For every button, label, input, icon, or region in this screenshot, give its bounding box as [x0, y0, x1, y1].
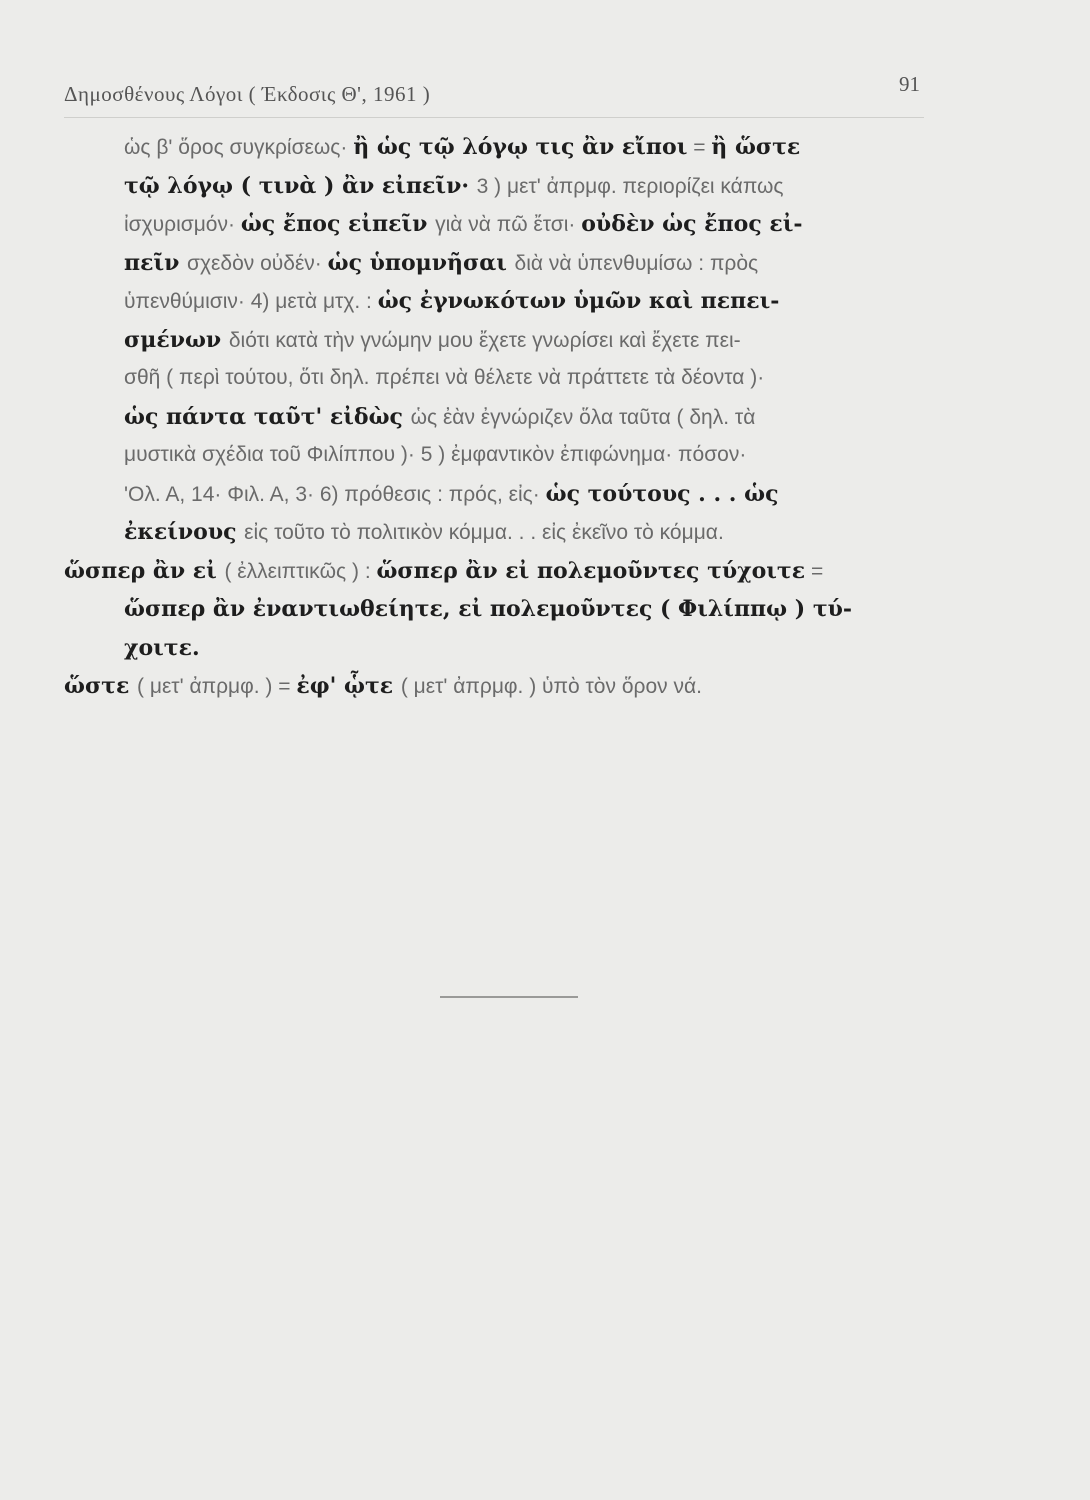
- text-line: [64, 128, 934, 167]
- gloss-text: ὑπενθύμισιν· 4) μετὰ μτχ. :: [124, 290, 378, 313]
- text-line: [64, 552, 934, 591]
- text-line: [64, 436, 934, 475]
- text-line: [64, 205, 934, 244]
- greek-term: ὥστε: [64, 673, 138, 699]
- greek-term: ὡς πάντα ταῦτ' εἰδὼς: [124, 403, 411, 430]
- text-line: [64, 667, 934, 706]
- gloss-text: εἰς τοῦτο τὸ πολιτικὸν κόμμα. . . εἰς ἐκεῖνο τὸ κόμμα.: [244, 521, 724, 544]
- greek-term: ὡς τούτους . . . ὡς: [545, 480, 779, 507]
- page-number: 91: [899, 72, 920, 96]
- text-line: [64, 398, 934, 437]
- gloss-text: =: [687, 136, 712, 159]
- greek-term: οὐδὲν ὡς ἔπος εἰ-: [581, 211, 803, 237]
- greek-term: πεῖν: [124, 249, 188, 276]
- gloss-text: σχεδὸν οὐδέν·: [187, 251, 328, 275]
- gloss-text: ὡς ἐὰν ἐγνώριζεν ὅλα ταῦτα ( δηλ. τὰ: [410, 405, 756, 429]
- gloss-text: 'Ολ. Α, 14· Φιλ. Α, 3· 6) πρόθεσις : πρός, εἰς·: [124, 482, 546, 506]
- glossary-text: [64, 128, 934, 706]
- text-line: [64, 244, 934, 283]
- text-line: [64, 282, 934, 321]
- greek-term: ὡς ἐγνωκότων ὑμῶν καὶ πεπει-: [377, 288, 780, 314]
- greek-term: χοιτε.: [124, 634, 200, 661]
- greek-term: τῷ λόγῳ ( τινὰ ) ἂν εἰπεῖν·: [124, 172, 477, 199]
- text-line: [64, 590, 934, 629]
- gloss-text: ὡς β' ὅρος συγκρίσεως·: [124, 136, 354, 159]
- header-rule: [64, 117, 924, 118]
- text-line: [64, 359, 934, 398]
- page-header: [64, 72, 924, 112]
- text-line: [64, 629, 934, 668]
- greek-term: ὡς ὑπομνῆσαι: [327, 249, 515, 276]
- greek-term: ὥσπερ ἂν ἐναντιωθείητε, εἰ πολεμοῦντες ( Φιλίππῳ ) τύ-: [124, 596, 853, 622]
- greek-term: ἐφ' ᾧτε: [296, 673, 401, 699]
- gloss-text: ( ἐλλειπτικῶς ) :: [224, 559, 377, 583]
- gloss-text: σθῆ ( περὶ τούτου, ὅτι δηλ. πρέπει νὰ θέλετε νὰ πράττετε τὰ δέοντα )·: [124, 366, 765, 389]
- greek-term: ὥσπερ ἂν εἰ πολεμοῦντες τύχοιτε: [376, 557, 806, 584]
- greek-term: ὥσπερ ἂν εἰ: [64, 557, 225, 584]
- gloss-text: ( μετ' ἀπρμφ. ) =: [137, 675, 297, 698]
- section-divider: [440, 996, 578, 998]
- text-line: [64, 475, 934, 514]
- text-line: [64, 513, 934, 552]
- gloss-text: ἰσχυρισμόν·: [124, 213, 241, 236]
- gloss-text: =: [805, 559, 824, 583]
- gloss-text: μυστικὰ σχέδια τοῦ Φιλίππου )· 5 ) ἐμφαντικὸν ἐπιφώνημα· πόσον·: [124, 443, 747, 466]
- greek-term: ἢ ὥστε: [711, 134, 801, 160]
- running-title: Δημοσθένους Λόγοι ( Έκδοσις Θ', 1961 ): [64, 82, 431, 106]
- gloss-text: ( μετ' ἀπρμφ. ) ὑπὸ τὸν ὅρον νά.: [400, 675, 702, 698]
- greek-term: ὡς ἔπος εἰπεῖν: [240, 211, 436, 237]
- gloss-text: διὰ νὰ ὑπενθυμίσω : πρὸς: [514, 251, 759, 275]
- gloss-text: γιὰ νὰ πῶ ἔτσι·: [435, 213, 582, 236]
- text-line: [64, 321, 934, 360]
- greek-term: ἐκείνους: [124, 519, 245, 545]
- text-line: [64, 167, 934, 206]
- greek-term: σμένων: [124, 326, 229, 353]
- gloss-text: 3 ) μετ' ἀπρμφ. περιορίζει κάπως: [476, 174, 784, 198]
- gloss-text: διότι κατὰ τὴν γνώμην μου ἔχετε γνωρίσει καὶ ἔχετε πει-: [228, 328, 741, 352]
- greek-term: ἢ ὡς τῷ λόγῳ τις ἂν εἴποι: [353, 134, 688, 160]
